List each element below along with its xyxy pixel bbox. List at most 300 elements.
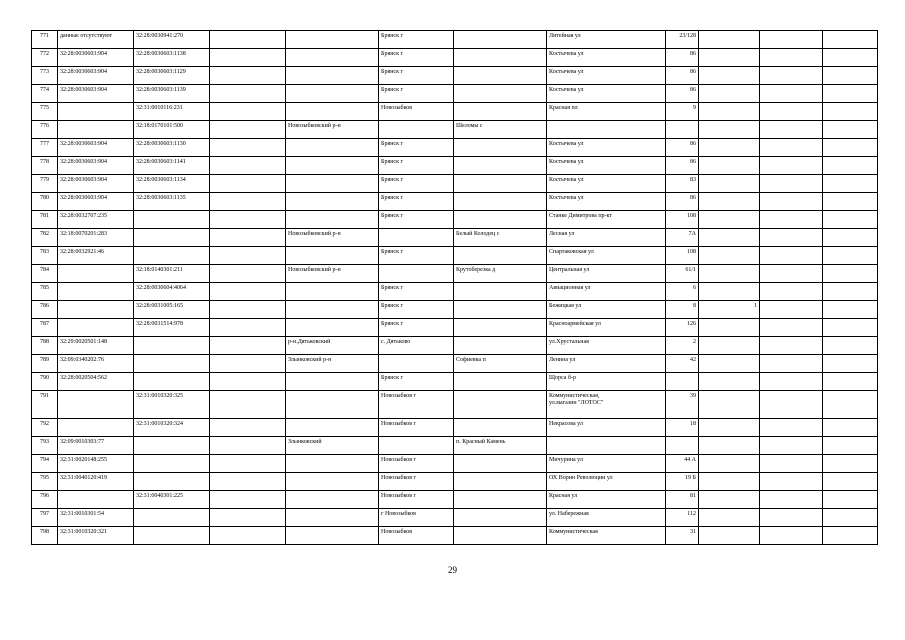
cell-row-number: 784 [32,265,58,283]
table-row [32,373,878,391]
cell-empty [210,391,286,419]
cell-empty [823,491,878,509]
table-row [32,355,878,373]
cell-building [699,139,760,157]
cell-district [286,31,379,49]
cell-building [699,247,760,265]
cell-row-number: 779 [32,175,58,193]
cell-street: Спартаковская ул [547,247,666,265]
cell-house: 6 [666,283,699,301]
cell-object-cadastral-number: 32:31:0040301:225 [134,491,210,509]
cell-empty [760,337,823,355]
cell-house: 108 [666,247,699,265]
table-row [32,437,878,455]
cell-empty [760,193,823,211]
cell-district [286,283,379,301]
table-row [32,473,878,491]
cell-empty [210,211,286,229]
cell-district [286,157,379,175]
cell-district [286,491,379,509]
cell-row-number: 792 [32,419,58,437]
cell-district: р-н.Дятьковский [286,337,379,355]
cell-empty [823,31,878,49]
cell-empty [823,455,878,473]
cell-empty [210,265,286,283]
cell-house: 126 [666,319,699,337]
table-row [32,121,878,139]
cell-empty [823,283,878,301]
cell-row-number: 795 [32,473,58,491]
cell-cadastral-number: 32:28:0030603:904 [58,67,134,85]
cell-city: Брянск г [379,31,454,49]
cell-house: 39 [666,391,699,419]
table-row [32,175,878,193]
table-row [32,229,878,247]
cell-object-cadastral-number [134,527,210,545]
cell-house: 86 [666,85,699,103]
cell-city: Брянск г [379,319,454,337]
cell-empty [823,49,878,67]
cell-empty [210,437,286,455]
cell-building [699,49,760,67]
cell-building [699,527,760,545]
table-row [32,419,878,437]
cell-cadastral-number: 32:28:0032707:235 [58,211,134,229]
cell-empty [760,473,823,491]
cell-building [699,491,760,509]
cell-cadastral-number [58,419,134,437]
table-row [32,67,878,85]
cell-empty [823,337,878,355]
cell-settlement [454,193,547,211]
cell-street: Костычева ул [547,85,666,103]
cell-building: 1 [699,301,760,319]
cell-settlement [454,139,547,157]
cell-district [286,247,379,265]
cell-object-cadastral-number: 32:28:0030603:1129 [134,67,210,85]
cell-settlement: Крутоберезка д [454,265,547,283]
cell-settlement [454,31,547,49]
table-row [32,283,878,301]
cell-row-number: 781 [32,211,58,229]
cell-row-number: 782 [32,229,58,247]
cell-empty [210,319,286,337]
cell-empty [760,301,823,319]
cell-house: 108 [666,211,699,229]
cell-cadastral-number [58,301,134,319]
cell-city: с. Дятьково [379,337,454,355]
cell-empty [760,67,823,85]
cell-district [286,211,379,229]
cell-district [286,455,379,473]
cell-row-number: 778 [32,157,58,175]
cell-object-cadastral-number: 32:28:0030603:1141 [134,157,210,175]
cell-cadastral-number [58,121,134,139]
cell-street: ОХ Ворин Революции ул [547,473,666,491]
table-row [32,103,878,121]
cell-cadastral-number: 32:28:0030603:904 [58,49,134,67]
cell-cadastral-number: 32:28:0030603:904 [58,175,134,193]
cell-row-number: 783 [32,247,58,265]
cell-street: Красная ул [547,491,666,509]
cell-object-cadastral-number [134,337,210,355]
table-row [32,157,878,175]
cell-empty [210,283,286,301]
cell-city [379,355,454,373]
cell-city [379,265,454,283]
cell-street: Костычева ул [547,49,666,67]
cell-object-cadastral-number: 32:31:0010320:325 [134,391,210,419]
cell-street: Коммунистическая, ул.магазин "ЛОТОС" [547,391,666,419]
cell-street [547,121,666,139]
cell-empty [210,67,286,85]
cell-empty [823,103,878,121]
cell-row-number: 796 [32,491,58,509]
cell-district [286,85,379,103]
cell-house: 23/128 [666,31,699,49]
cell-cadastral-number: 32:31:0040120:419 [58,473,134,491]
cell-empty [210,157,286,175]
cell-street: Костычева ул [547,193,666,211]
cell-street: Авиационная ул [547,283,666,301]
cell-street: Красноармейская ул [547,319,666,337]
cell-city: Брянск г [379,49,454,67]
cell-settlement [454,247,547,265]
cell-row-number: 793 [32,437,58,455]
cell-object-cadastral-number [134,373,210,391]
cell-street: Ленина ул [547,355,666,373]
cell-house [666,121,699,139]
cell-building [699,355,760,373]
table-row [32,247,878,265]
cell-empty [210,31,286,49]
cell-empty [210,473,286,491]
cell-settlement [454,455,547,473]
table-row [32,139,878,157]
cell-building [699,31,760,49]
cell-street: ул.Хрустальная [547,337,666,355]
cell-building [699,283,760,301]
cell-house: 19 Б [666,473,699,491]
cell-district [286,509,379,527]
cell-empty [823,509,878,527]
cell-city: Брянск г [379,283,454,301]
cell-street: Коммунистическая [547,527,666,545]
cell-object-cadastral-number [134,437,210,455]
cell-empty [823,473,878,491]
cell-settlement [454,49,547,67]
cell-street: Центральная ул [547,265,666,283]
cell-empty [760,175,823,193]
cell-city: Брянск г [379,139,454,157]
cell-district [286,391,379,419]
cell-object-cadastral-number: 32:31:0010116:231 [134,103,210,121]
table-row [32,193,878,211]
cell-empty [210,337,286,355]
cell-house: 7А [666,229,699,247]
cell-empty [823,301,878,319]
cell-street: Костычева ул [547,175,666,193]
table-row [32,491,878,509]
table-row [32,527,878,545]
cell-building [699,265,760,283]
cell-building [699,319,760,337]
registry-body [32,31,878,545]
cell-row-number: 780 [32,193,58,211]
cell-house: 86 [666,49,699,67]
table-row [32,391,878,419]
cell-district [286,473,379,491]
cell-building [699,391,760,419]
cell-settlement: Софиевка п [454,355,547,373]
cell-empty [823,437,878,455]
cell-empty [210,193,286,211]
cell-building [699,103,760,121]
cell-empty [210,419,286,437]
cell-street [547,437,666,455]
cell-settlement [454,391,547,419]
cell-street: Костычева ул [547,157,666,175]
cell-city: Брянск г [379,211,454,229]
cell-empty [760,283,823,301]
cell-city: г Новозыбков [379,509,454,527]
cell-object-cadastral-number: 32:31:0010320:324 [134,419,210,437]
cell-city: Брянск г [379,175,454,193]
cell-city: Новозыбков [379,103,454,121]
cell-empty [760,49,823,67]
cell-cadastral-number: 32:28:0030603:904 [58,193,134,211]
cell-cadastral-number: 32:29:0020501:148 [58,337,134,355]
cell-empty [823,391,878,419]
cell-district [286,193,379,211]
cell-street: Лесная ул [547,229,666,247]
cell-object-cadastral-number [134,355,210,373]
cell-building [699,193,760,211]
cell-empty [760,455,823,473]
cell-object-cadastral-number: 32:28:0031514:978 [134,319,210,337]
cell-empty [210,527,286,545]
cell-empty [210,491,286,509]
cell-district [286,49,379,67]
cell-empty [823,229,878,247]
cell-cadastral-number: 32:09:0340202:76 [58,355,134,373]
cell-row-number: 777 [32,139,58,157]
cell-object-cadastral-number [134,473,210,491]
cell-city [379,437,454,455]
cell-empty [210,355,286,373]
cell-building [699,337,760,355]
cell-empty [760,85,823,103]
cell-district: Новозыбковский р-н [286,229,379,247]
cell-city: Брянск г [379,247,454,265]
cell-empty [210,175,286,193]
cell-empty [760,419,823,437]
cell-building [699,211,760,229]
cell-district [286,301,379,319]
cell-empty [760,265,823,283]
table-row [32,265,878,283]
cell-empty [210,139,286,157]
cell-row-number: 790 [32,373,58,391]
cell-district [286,319,379,337]
cell-empty [210,121,286,139]
cell-cadastral-number [58,491,134,509]
cell-house [666,373,699,391]
cell-settlement [454,301,547,319]
cell-street: Щорса б-р [547,373,666,391]
cell-district [286,67,379,85]
cell-empty [760,509,823,527]
cell-settlement [454,103,547,121]
cell-house: 8 [666,301,699,319]
cell-building [699,419,760,437]
cell-house: 44 А [666,455,699,473]
cell-row-number: 773 [32,67,58,85]
cell-row-number: 786 [32,301,58,319]
cell-row-number: 776 [32,121,58,139]
cell-cadastral-number [58,319,134,337]
cell-settlement [454,319,547,337]
cell-house: 81 [666,491,699,509]
cell-empty [210,49,286,67]
cell-row-number: 787 [32,319,58,337]
cell-empty [210,455,286,473]
cell-district [286,139,379,157]
cell-cadastral-number: 32:28:0030603:904 [58,139,134,157]
cell-empty [760,139,823,157]
cell-house: 112 [666,509,699,527]
cell-house: 86 [666,157,699,175]
cell-empty [760,121,823,139]
cell-settlement [454,211,547,229]
cell-cadastral-number: данные отсутствуют [58,31,134,49]
cell-row-number: 775 [32,103,58,121]
cell-city: Брянск г [379,301,454,319]
cell-empty [210,373,286,391]
table-row [32,319,878,337]
cell-empty [760,229,823,247]
cell-row-number: 774 [32,85,58,103]
cell-object-cadastral-number: 32:18:0170101:500 [134,121,210,139]
cell-empty [823,157,878,175]
cell-empty [823,139,878,157]
cell-empty [760,373,823,391]
cell-cadastral-number [58,265,134,283]
cell-empty [823,175,878,193]
cell-empty [760,491,823,509]
cell-district [286,373,379,391]
cell-house [666,437,699,455]
cell-settlement [454,283,547,301]
cell-building [699,67,760,85]
cell-row-number: 791 [32,391,58,419]
cell-empty [210,229,286,247]
cell-empty [823,121,878,139]
cell-city: Новозыбков г [379,419,454,437]
cell-empty [210,509,286,527]
cell-empty [823,193,878,211]
cell-row-number: 785 [32,283,58,301]
cell-cadastral-number [58,391,134,419]
cell-city: Брянск г [379,373,454,391]
cell-house: 86 [666,139,699,157]
cell-row-number: 772 [32,49,58,67]
cell-cadastral-number [58,283,134,301]
cell-object-cadastral-number: 32:28:0030604:4064 [134,283,210,301]
cell-row-number: 794 [32,455,58,473]
cell-empty [823,85,878,103]
cell-district: Новозыбковский р-н [286,265,379,283]
cell-empty [210,85,286,103]
cell-city: Брянск г [379,193,454,211]
cell-settlement [454,491,547,509]
cell-empty [823,355,878,373]
table-row [32,211,878,229]
cell-empty [760,31,823,49]
page-number: 29 [448,565,457,575]
cell-settlement [454,85,547,103]
cell-object-cadastral-number: 32:28:0031005:165 [134,301,210,319]
cell-empty [760,391,823,419]
cell-empty [760,103,823,121]
cell-object-cadastral-number [134,455,210,473]
cell-city [379,121,454,139]
table-row [32,85,878,103]
cell-district [286,527,379,545]
table-row [32,49,878,67]
cell-building [699,373,760,391]
cell-city: Брянск г [379,67,454,85]
cell-settlement [454,419,547,437]
cell-settlement [454,175,547,193]
table-row [32,301,878,319]
cell-city: Брянск г [379,157,454,175]
cell-district [286,175,379,193]
cell-empty [210,103,286,121]
cell-house: 61/1 [666,265,699,283]
cell-building [699,157,760,175]
cell-street: Костычева ул [547,67,666,85]
cell-street: Станке Димитрова пр-кт [547,211,666,229]
cell-empty [760,319,823,337]
cell-empty [823,527,878,545]
cell-city: Новозыбков [379,527,454,545]
cell-cadastral-number: 32:31:0010320:321 [58,527,134,545]
cell-settlement: Шеломы с [454,121,547,139]
cell-empty [823,247,878,265]
cell-district [286,419,379,437]
table-row [32,455,878,473]
property-registry-table [31,30,878,545]
cell-row-number: 797 [32,509,58,527]
cell-object-cadastral-number [134,229,210,247]
cell-house: 86 [666,67,699,85]
cell-cadastral-number: 32:28:0020504:562 [58,373,134,391]
cell-settlement [454,509,547,527]
cell-house: 31 [666,527,699,545]
cell-settlement [454,157,547,175]
cell-object-cadastral-number [134,211,210,229]
cell-city: Новозыбков г [379,455,454,473]
cell-settlement [454,337,547,355]
cell-building [699,121,760,139]
cell-row-number: 798 [32,527,58,545]
cell-empty [760,355,823,373]
cell-empty [823,211,878,229]
cell-street: Некрасова ул [547,419,666,437]
cell-district [286,103,379,121]
cell-cadastral-number: 32:31:0020148:255 [58,455,134,473]
